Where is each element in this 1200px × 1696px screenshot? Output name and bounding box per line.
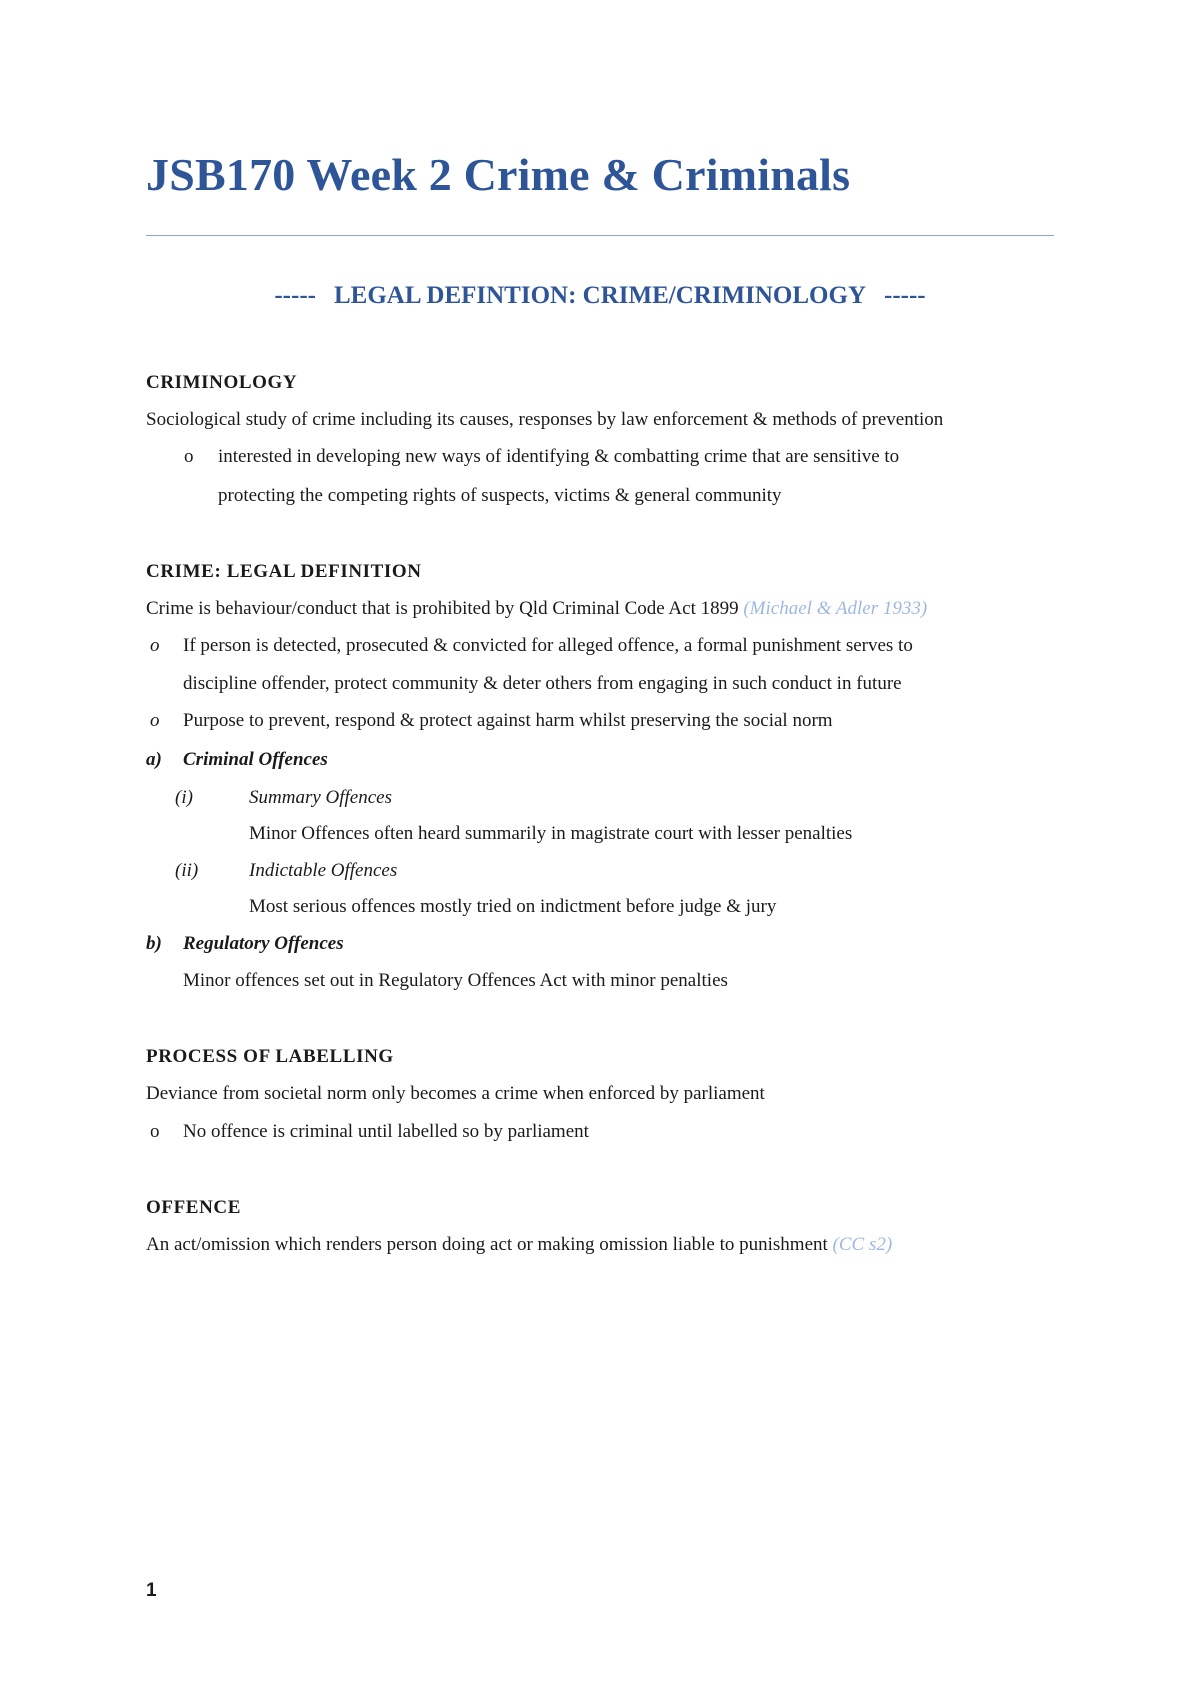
crime-b2: Purpose to prevent, respond & protect against harm whilst preserving the social norm [183,710,833,731]
criminology-sub-line2: protecting the competing rights of suspects, victims & general community [218,485,782,506]
indictable-offences-marker: (ii) [175,860,199,881]
crime-bullet-2: o [150,710,160,731]
crime-b1-line2: discipline offender, protect community & deter others from engaging in such conduct in future [183,673,902,694]
summary-offences-marker: (i) [175,787,193,808]
criminology-text: Sociological study of crime including its causes, responses by law enforcement & methods of prevention [146,409,944,430]
section-subtitle [146,282,1054,310]
crime-bullet-1: o [150,635,160,656]
title-divider [146,235,1054,236]
offence-heading: OFFENCE [146,1197,241,1218]
criminology-heading: CRIMINOLOGY [146,372,298,393]
page-number: 1 [146,1580,157,1601]
crime-b1-line1: If person is detected, prosecuted & convicted for alleged offence, a formal punishment serves to [183,635,913,656]
offence-text-line [146,1233,892,1257]
indictable-offences-text: Most serious offences mostly tried on indictment before judge & jury [249,896,777,917]
labelling-heading: PROCESS OF LABELLING [146,1046,394,1067]
crime-heading: CRIME: LEGAL DEFINITION [146,561,422,582]
subtitle-dash-right: ----- [884,282,926,309]
offence-text: An act/omission which renders person doing act or making omission liable to punishment [146,1234,828,1255]
subtitle-dash-left: ----- [274,282,316,309]
labelling-b1: No offence is criminal until labelled so by parliament [183,1121,589,1142]
crime-text: Crime is behaviour/conduct that is prohibited by Qld Criminal Code Act 1899 [146,598,739,619]
labelling-bullet: o [150,1121,160,1142]
offence-citation: (CC s2) [832,1234,893,1255]
subtitle-text: LEGAL DEFINTION: CRIME/CRIMINOLOGY [334,282,866,309]
regulatory-offences-text: Minor offences set out in Regulatory Offences Act with minor penalties [183,970,728,991]
document-title: JSB170 Week 2 Crime & Criminals [146,149,851,200]
summary-offences-label: Summary Offences [249,787,392,808]
summary-offences-text: Minor Offences often heard summarily in magistrate court with lesser penalties [249,823,853,844]
criminology-bullet: o [184,446,194,467]
crime-text-line [146,597,927,621]
regulatory-offences-marker: b) [146,933,162,954]
labelling-text: Deviance from societal norm only becomes a crime when enforced by parliament [146,1083,765,1104]
regulatory-offences-label: Regulatory Offences [183,933,344,954]
criminal-offences-marker: a) [146,749,162,770]
indictable-offences-label: Indictable Offences [249,860,398,881]
criminology-sub-line1: interested in developing new ways of identifying & combatting crime that are sensitive to [218,446,900,467]
criminal-offences-label: Criminal Offences [183,749,328,770]
crime-citation: (Michael & Adler 1933) [743,598,928,619]
